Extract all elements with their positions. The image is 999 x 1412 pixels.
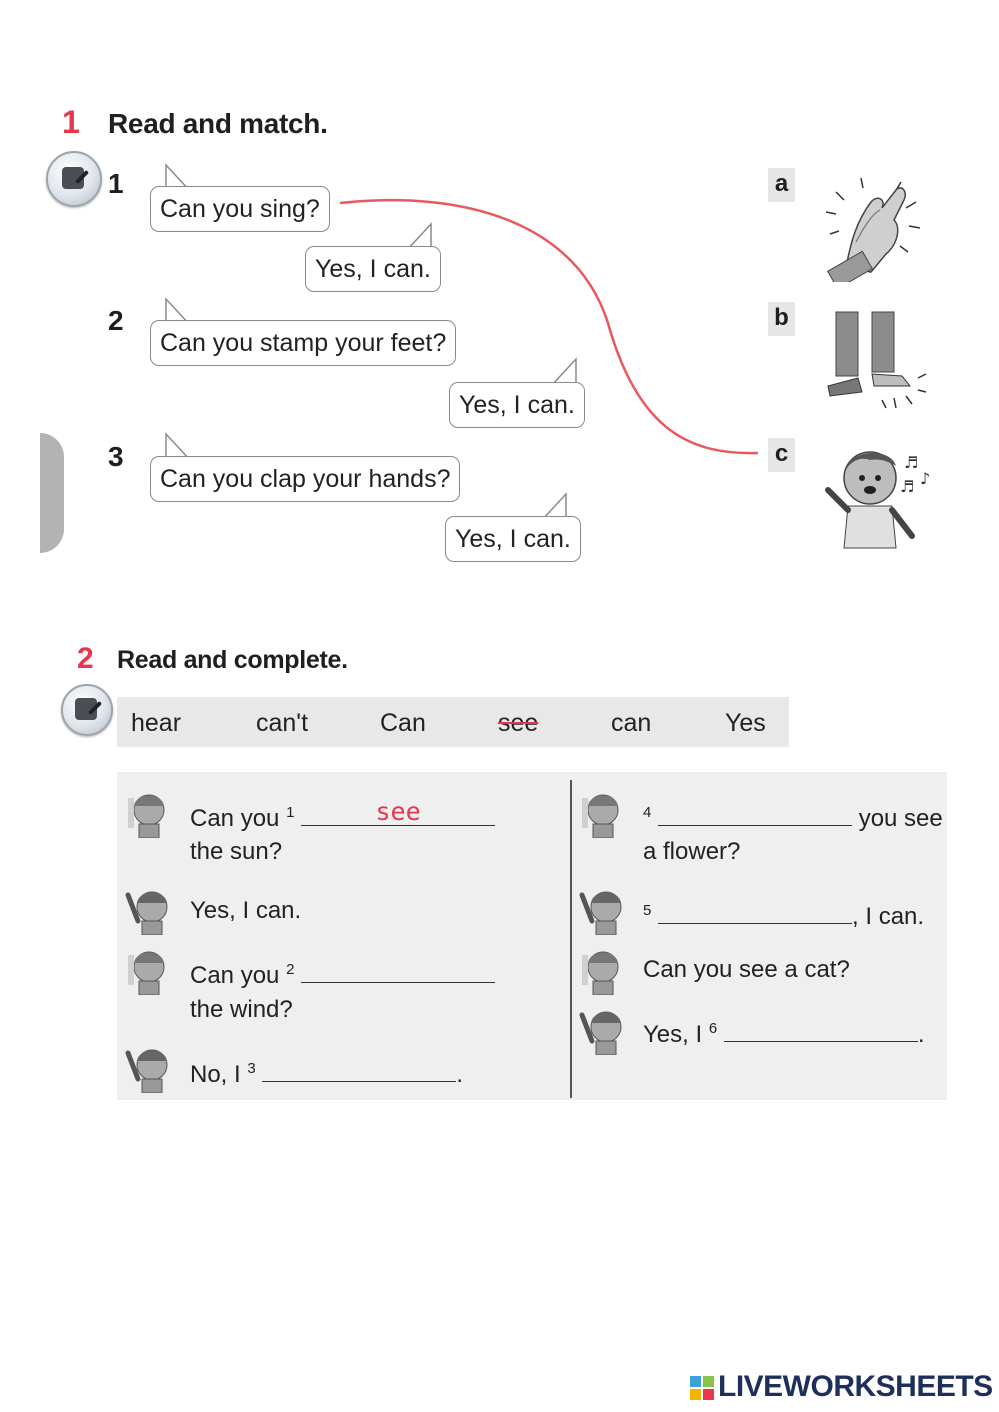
word-bank-item: can bbox=[611, 709, 652, 737]
blank-6-number: 6 bbox=[708, 1020, 718, 1037]
right-line-1b: a flower? bbox=[643, 838, 741, 865]
left-line-3b: the wind? bbox=[190, 996, 293, 1023]
blank-6-input[interactable] bbox=[724, 1019, 918, 1042]
stamping-feet-icon bbox=[822, 308, 932, 418]
word-bank bbox=[117, 697, 789, 747]
boy-avatar bbox=[578, 945, 628, 995]
left-line-4: No, I $^3$ . bbox=[190, 1060, 464, 1088]
boy-avatar bbox=[124, 885, 174, 935]
section-1-number: 1 bbox=[62, 104, 80, 140]
question-bubble-3: Can you clap your hands? bbox=[150, 456, 460, 502]
boy-avatar bbox=[124, 1043, 174, 1093]
boy-avatar bbox=[124, 788, 174, 838]
section-1-title: Read and match. bbox=[108, 108, 328, 139]
section-2-title: Read and complete. bbox=[117, 646, 348, 674]
item-1-number: 1 bbox=[108, 168, 124, 199]
singing-boy-icon bbox=[820, 440, 940, 552]
left-line-1b: the sun? bbox=[190, 838, 283, 865]
boy-avatar bbox=[578, 1005, 628, 1055]
word-bank-item: can't bbox=[256, 709, 309, 737]
liveworksheets-logo-text[interactable]: LIVEWORKSHEETS bbox=[718, 1370, 993, 1403]
right-line-2: $^5$ , I can. bbox=[643, 902, 925, 930]
answer-bubble-3: Yes, I can. bbox=[445, 516, 581, 562]
svg-text:♪: ♪ bbox=[920, 469, 931, 488]
word-bank-item: hear bbox=[131, 709, 182, 737]
svg-text:♬: ♬ bbox=[900, 477, 915, 496]
item-3-number: 3 bbox=[108, 441, 124, 472]
blank-1-input[interactable] bbox=[301, 797, 495, 826]
blank-3-number: 3 bbox=[247, 1060, 256, 1077]
liveworksheets-logo-icon bbox=[690, 1376, 714, 1400]
left-line-2: Yes, I can. bbox=[190, 897, 302, 924]
left-line-3: Can you $^2$ bbox=[190, 955, 495, 991]
word-bank-item: Can bbox=[380, 709, 426, 737]
question-bubble-1: Can you sing? bbox=[150, 186, 330, 232]
blank-4-number: 4 bbox=[643, 804, 652, 821]
question-bubble-2: Can you stamp your feet? bbox=[150, 320, 456, 366]
svg-text:♬: ♬ bbox=[904, 453, 919, 472]
left-line-1: Can you $^1$ see bbox=[190, 798, 495, 834]
blank-2-input[interactable] bbox=[301, 960, 495, 983]
blank-2-number: 2 bbox=[286, 961, 295, 978]
blank-4-input[interactable] bbox=[658, 803, 852, 826]
panel-divider bbox=[570, 780, 572, 1098]
word-bank-item: Yes bbox=[725, 709, 766, 737]
answer-bubble-1: Yes, I can. bbox=[305, 246, 441, 292]
blank-3-input[interactable] bbox=[262, 1059, 456, 1082]
right-line-3: Can you see a cat? bbox=[643, 956, 850, 983]
notebook-icon bbox=[61, 684, 113, 736]
option-c-label[interactable]: c bbox=[768, 438, 795, 472]
boy-avatar bbox=[578, 885, 628, 935]
blank-5-input[interactable] bbox=[658, 901, 852, 924]
right-line-1: $^4$ you see bbox=[643, 804, 943, 832]
clapping-hands-icon bbox=[816, 172, 928, 282]
blank-1-number: 1 bbox=[286, 804, 295, 821]
item-2-number: 2 bbox=[108, 305, 124, 336]
right-line-4: Yes, I $^6$ . bbox=[643, 1020, 925, 1048]
word-bank-item-used: see bbox=[498, 709, 539, 737]
boy-avatar bbox=[124, 945, 174, 995]
blank-1-answer: see bbox=[375, 797, 421, 826]
section-2-number: 2 bbox=[77, 642, 94, 675]
boy-avatar bbox=[578, 788, 628, 838]
option-a-label[interactable]: a bbox=[768, 168, 795, 202]
blank-5-number: 5 bbox=[643, 902, 652, 919]
option-b-label[interactable]: b bbox=[768, 302, 795, 336]
answer-bubble-2: Yes, I can. bbox=[449, 382, 585, 428]
